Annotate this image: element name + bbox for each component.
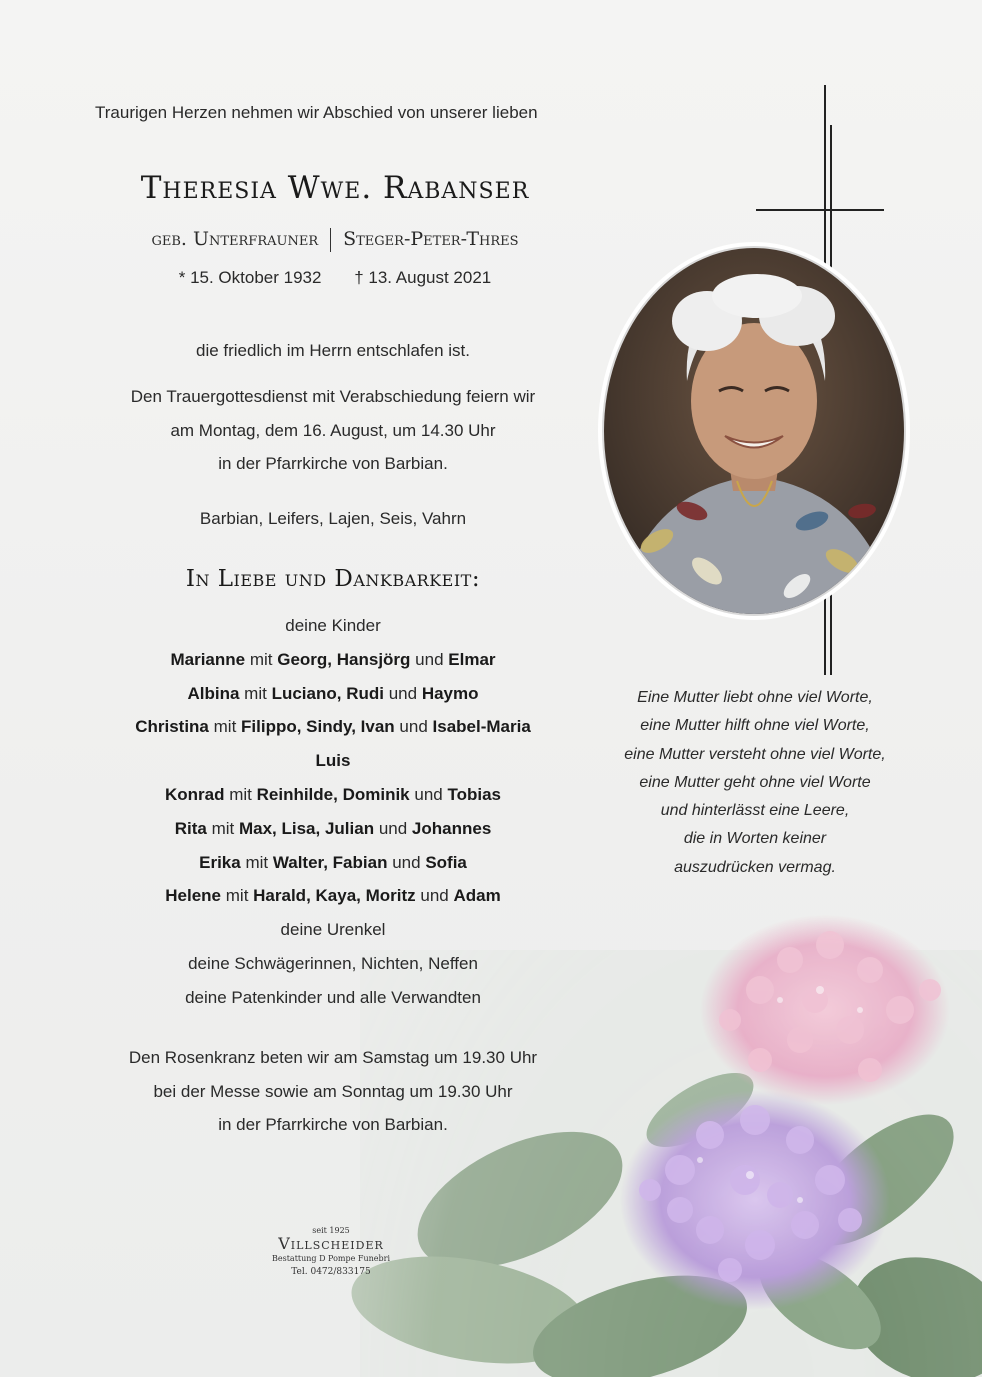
rosary-line-3: in der Pfarrkirche von Barbian. [218, 1115, 448, 1134]
family-row: Christina mit Filippo, Sindy, Ivan und Isabel-Maria [135, 717, 531, 737]
undertaker-phone: Tel. 0472/833175 [291, 1267, 371, 1277]
family-list [90, 609, 576, 1015]
quote-line: und hinterlässt eine Leere, [660, 802, 850, 820]
rosary-info [90, 1041, 576, 1142]
family-row-luis: Luis [315, 751, 351, 771]
family-row: Marianne mit Georg, Hansjörg und Elmar [170, 649, 496, 669]
maiden-name-line [100, 228, 570, 252]
separator [330, 228, 331, 252]
family-row: Konrad mit Reinhilde, Dominik und Tobias [164, 784, 502, 804]
quote-line: die in Worten keiner [683, 830, 827, 848]
great-grandchildren: deine Urenkel [280, 920, 386, 940]
undertaker-since: seit 1925 [312, 1226, 350, 1235]
rosary-line-1: Den Rosenkranz beten wir am Samstag um 19.30 Uhr [128, 1048, 538, 1067]
deceased-name: Theresia Wwe. Rabanser [140, 170, 530, 206]
places: Barbian, Leifers, Lajen, Seis, Vahrn [199, 509, 467, 528]
maiden-name: geb. Unterfrauner [151, 228, 319, 250]
passing-text: die friedlich im Herrn entschlafen ist. [195, 341, 470, 360]
undertaker-subtitle: Bestattung D Pompe Funebri [271, 1254, 390, 1263]
memorial-quote [600, 684, 910, 882]
children-label: deine Kinder [285, 616, 381, 635]
service-line-3: in der Pfarrkirche von Barbian. [218, 454, 448, 473]
intro-text: Traurigen Herzen nehmen wir Abschied von unserer lieben [95, 103, 538, 122]
quote-line: eine Mutter geht ohne viel Worte [639, 773, 871, 791]
death-date: † 13. August 2021 [354, 268, 492, 287]
family-row: Albina mit Luciano, Rudi und Haymo [187, 683, 479, 703]
family-row: Helene mit Harald, Kaya, Moritz und Adam [165, 886, 501, 906]
family-heading: In Liebe und Dankbarkeit: [185, 566, 481, 592]
undertaker-name: Villscheider [278, 1234, 384, 1253]
portrait-photo [597, 241, 911, 621]
quote-line: eine Mutter hilft ohne viel Worte, [640, 717, 870, 735]
undertaker-logo [256, 1226, 406, 1279]
godchildren: deine Patenkinder und alle Verwandten [185, 987, 481, 1007]
birth-date: * 15. Oktober 1932 [178, 268, 322, 287]
in-laws: deine Schwägerinnen, Nichten, Neffen [188, 953, 478, 973]
quote-line: eine Mutter versteht ohne viel Worte, [624, 745, 886, 763]
service-line-1: Den Trauergottesdienst mit Verabschiedung feiern wir [130, 387, 536, 406]
family-row: Rita mit Max, Lisa, Julian und Johannes [174, 818, 492, 838]
quote-line: auszudrücken vermag. [674, 858, 836, 876]
family-row: Erika mit Walter, Fabian und Sofia [199, 852, 467, 872]
rosary-line-2: bei der Messe sowie am Sonntag um 19.30 Uhr [153, 1081, 513, 1101]
service-info [90, 380, 576, 481]
service-line-2: am Montag, dem 16. August, um 14.30 Uhr [170, 420, 496, 440]
nickname: Steger-Peter-Thres [343, 228, 519, 250]
quote-line: Eine Mutter liebt ohne viel Worte, [637, 689, 873, 706]
life-dates [100, 268, 570, 288]
